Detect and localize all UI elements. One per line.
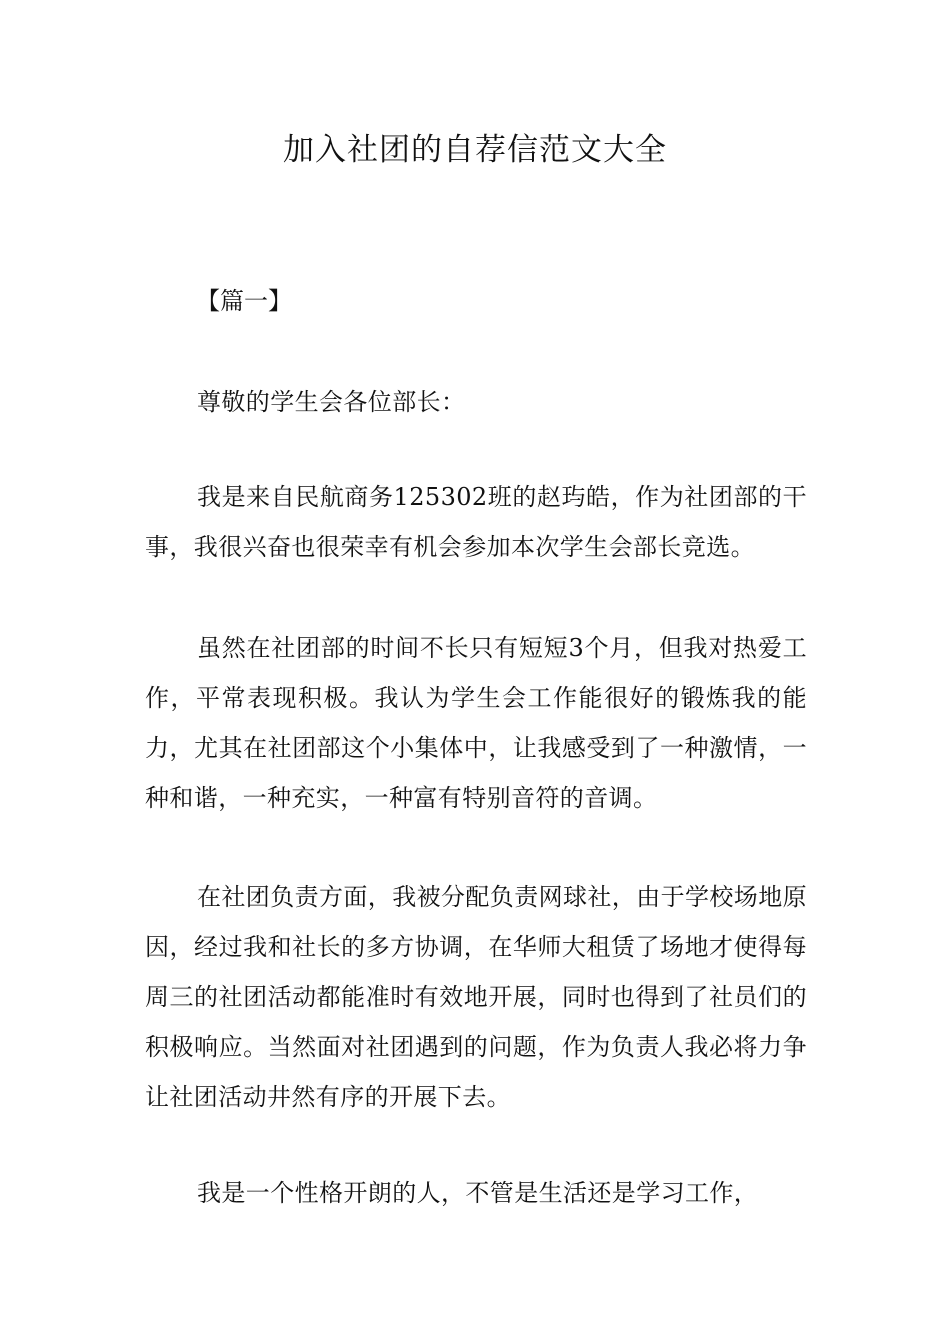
body-paragraph: 虽然在社团部的时间不长只有短短3个月，但我对热爱工作，平常表现积极。我认为学生会工作能很好的锻炼我的能力，尤其在社团部这个小集体中，让我感受到了一种激情，一种和谐，一种充实，一种富有特别音符的音调。 <box>145 634 807 812</box>
body-paragraph: 在社团负责方面，我被分配负责网球社，由于学校场地原因，经过我和社长的多方协调，在华师大租赁了场地才使得每周三的社团活动都能准时有效地开展，同时也得到了社员们的积极响应。当然面对社团遇到的问题，作为负责人我必将力争让社团活动井然有序的开展下去。 <box>145 883 807 1111</box>
body-paragraph: 我是一个性格开朗的人，不管是生活还是学习工作， <box>197 1179 759 1207</box>
greeting-paragraph: 尊敬的学生会各位部长： <box>197 388 466 416</box>
body-paragraph: 我是来自民航商务125302班的赵玙皓，作为社团部的干事，我很兴奋也很荣幸有机会参加本次学生会部长竞选。 <box>145 483 807 561</box>
document-title: 加入社团的自荐信范文大全 <box>283 132 667 168</box>
section-label: 【篇一】 <box>196 287 292 315</box>
